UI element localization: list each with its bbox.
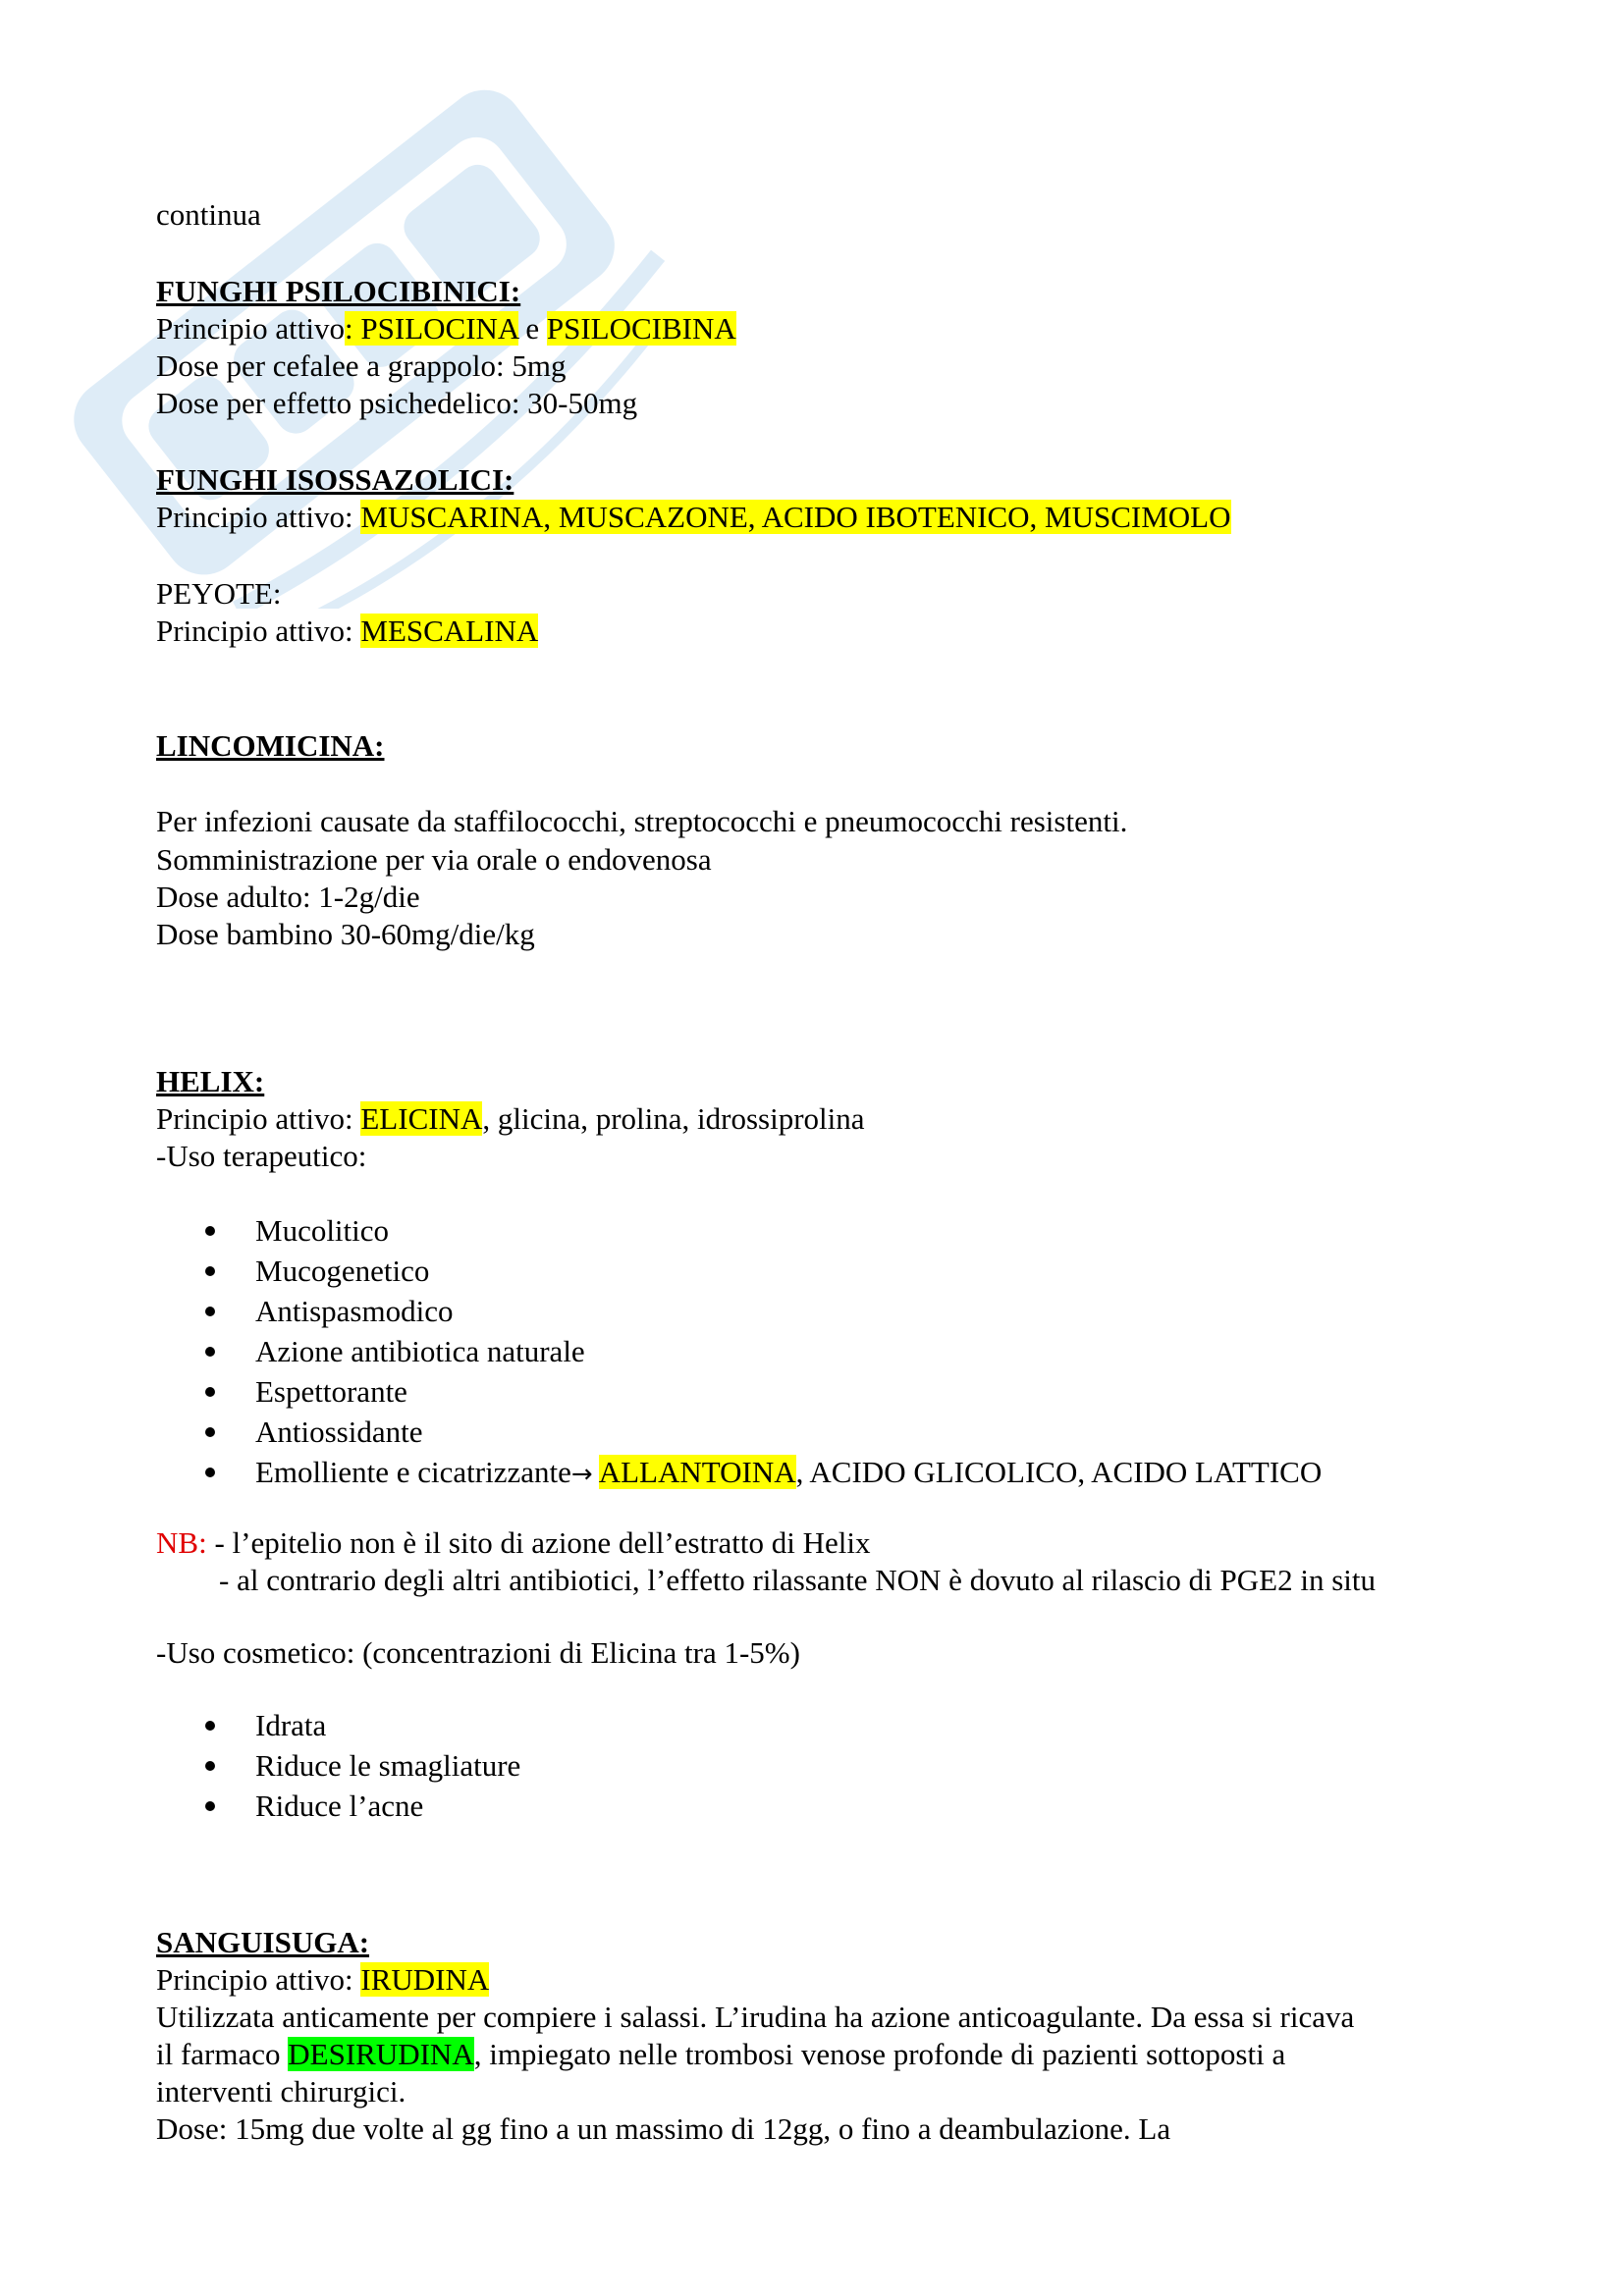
- psilo-active-1: PSILOCINA: [360, 311, 518, 346]
- linco-line-4: Dose bambino 30-60mg/die/kg: [156, 917, 535, 951]
- bullet-icon: [205, 1307, 215, 1316]
- allantoina-highlight: ALLANTOINA: [598, 1455, 796, 1489]
- list-item: Riduce l’acne: [156, 1786, 520, 1826]
- bullet-icon: [205, 1761, 215, 1771]
- psilo-principio-line: [156, 310, 736, 347]
- iso-principio-line: [156, 499, 1231, 536]
- sanguisuga-active: IRUDINA: [360, 1962, 490, 1997]
- section-title-funghi-isossazolici: FUNGHI ISOSSAZOLICI:: [156, 462, 514, 497]
- helix-principio-line: [156, 1100, 865, 1138]
- list-item: Azione antibiotica naturale: [156, 1331, 1322, 1371]
- list-item: Mucolitico: [156, 1210, 1322, 1251]
- helix-principio-label: Principio attivo:: [156, 1101, 361, 1136]
- psilo-active-2: PSILOCIBINA: [546, 311, 736, 346]
- helix-uso-terapeutico: -Uso terapeutico:: [156, 1139, 367, 1173]
- nb-line-2: - al contrario degli altri antibiotici, l’effetto rilassante NON è dovuto al rilascio di PGE2 in situ: [219, 1563, 1376, 1597]
- bullet-icon: [205, 1226, 215, 1236]
- psilo-colon: :: [345, 311, 361, 346]
- arrow-right-icon: →: [570, 1460, 593, 1489]
- sanguisuga-text-3: interventi chirurgici.: [156, 2074, 406, 2109]
- helix-active: ELICINA: [360, 1101, 483, 1136]
- psilo-principio-label: Principio attivo: [156, 311, 346, 346]
- helix-therapeutic-list: [156, 1210, 1322, 1492]
- list-item: Mucogenetico: [156, 1251, 1322, 1291]
- section-title-sanguisuga: SANGUISUGA:: [156, 1925, 370, 1959]
- bullet-icon: [205, 1468, 215, 1477]
- bullet-icon: [205, 1387, 215, 1397]
- section-title-helix: HELIX:: [156, 1064, 265, 1098]
- section-title-peyote: PEYOTE:: [156, 576, 282, 611]
- section-title-lincomicina: LINCOMICINA:: [156, 728, 385, 763]
- list-item: Antiossidante: [156, 1412, 1322, 1452]
- list-item: Riduce le smagliature: [156, 1745, 520, 1786]
- sanguisuga-principio-line: [156, 1961, 489, 1999]
- list-item: Antispasmodico: [156, 1291, 1322, 1331]
- bullet-icon: [205, 1266, 215, 1276]
- psilo-conj: e: [517, 311, 547, 346]
- psilo-dose-2: Dose per effetto psichedelico: 30-50mg: [156, 386, 638, 420]
- helix-principio-rest: , glicina, prolina, idrossiprolina: [482, 1101, 865, 1136]
- iso-principio-label: Principio attivo:: [156, 500, 361, 534]
- list-item: Emolliente e cicatrizzante→ ALLANTOINA, ACIDO GLICOLICO, ACIDO LATTICO: [156, 1452, 1322, 1492]
- nb-label: NB:: [156, 1525, 207, 1560]
- bullet-icon: [205, 1721, 215, 1731]
- linco-line-1: Per infezioni causate da staffilococchi, streptococchi e pneumococchi resistenti.: [156, 804, 1128, 838]
- linco-line-3: Dose adulto: 1-2g/die: [156, 880, 420, 914]
- bullet-icon: [205, 1801, 215, 1811]
- iso-active: MUSCARINA, MUSCAZONE, ACIDO IBOTENICO, MUSCIMOLO: [360, 500, 1231, 534]
- linco-line-2: Somministrazione per via orale o endovenosa: [156, 842, 712, 877]
- peyote-principio-label: Principio attivo:: [156, 614, 361, 648]
- list-item: Espettorante: [156, 1371, 1322, 1412]
- bullet-icon: [205, 1347, 215, 1357]
- section-title-funghi-psilocibinici: FUNGHI PSILOCIBINICI:: [156, 274, 521, 308]
- nb-text-1: - l’epitelio non è il sito di azione dell’estratto di Helix: [206, 1525, 871, 1560]
- peyote-active: MESCALINA: [360, 614, 539, 648]
- sanguisuga-text-4: Dose: 15mg due volte al gg fino a un massimo di 12gg, o fino a deambulazione. La: [156, 2111, 1171, 2146]
- list-item: Idrata: [156, 1705, 520, 1745]
- sanguisuga-text-1: Utilizzata anticamente per compiere i salassi. L’irudina ha azione anticoagulante. Da essa si ricava: [156, 2000, 1355, 2034]
- desirudina-highlight: DESIRUDINA: [288, 2037, 474, 2071]
- helix-uso-cosmetico: -Uso cosmetico: (concentrazioni di Elicina tra 1-5%): [156, 1635, 800, 1670]
- nb-line-1: [156, 1524, 870, 1562]
- peyote-principio-line: [156, 613, 538, 650]
- intro-text: continua: [156, 197, 261, 232]
- bullet-icon: [205, 1427, 215, 1437]
- psilo-dose-1: Dose per cefalee a grappolo: 5mg: [156, 348, 567, 383]
- helix-cosmetic-list: [156, 1705, 520, 1826]
- sanguisuga-text-2: il farmaco DESIRUDINA, impiegato nelle trombosi venose profonde di pazienti sottoposti a: [156, 2037, 1286, 2071]
- sanguisuga-principio-label: Principio attivo:: [156, 1962, 361, 1997]
